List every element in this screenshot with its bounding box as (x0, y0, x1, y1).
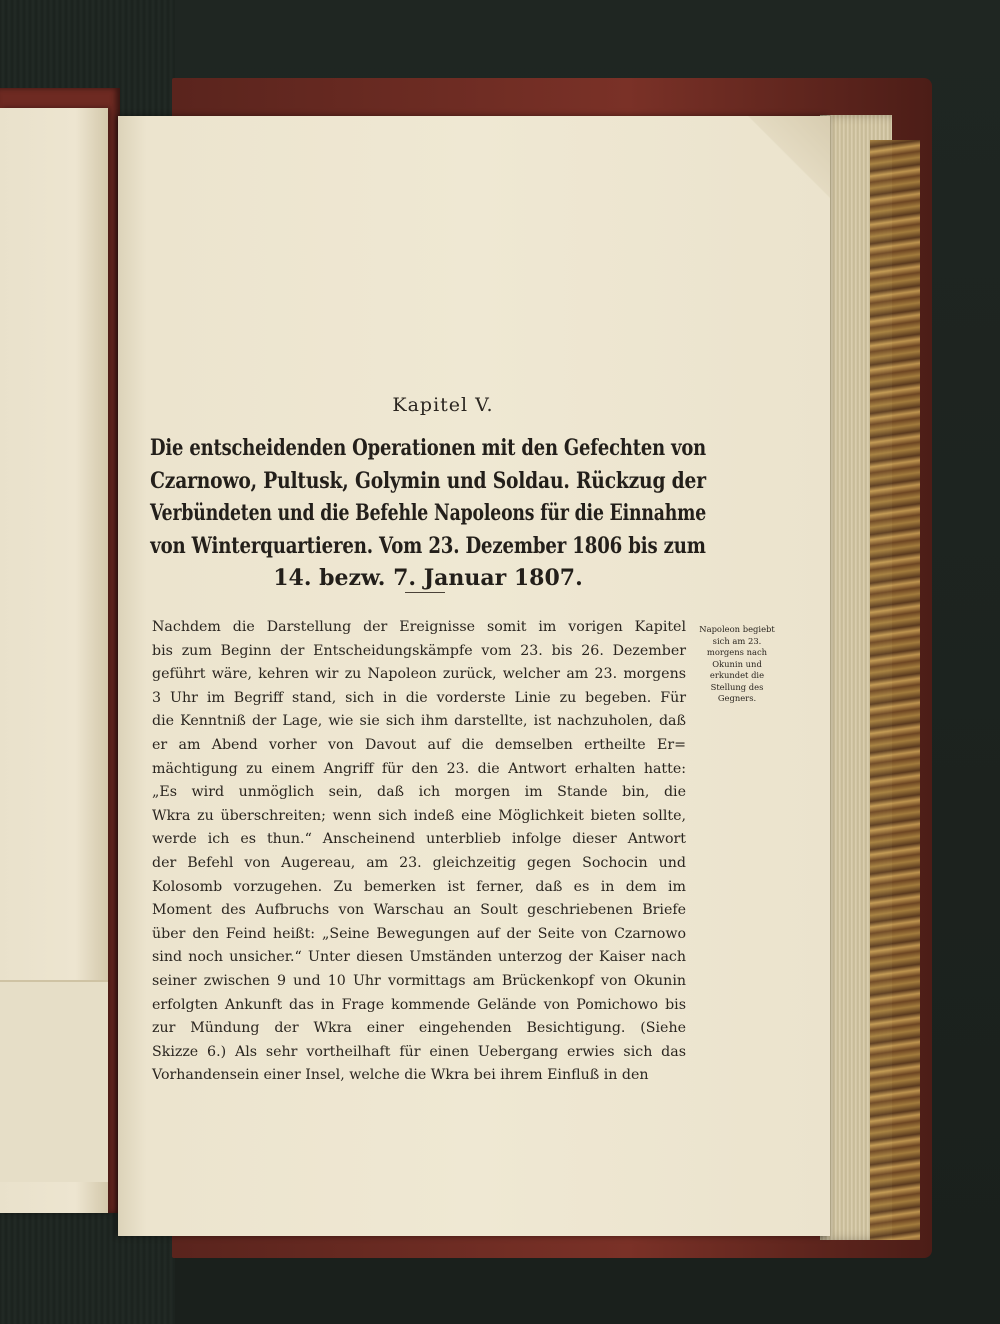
page-corner-fold (740, 116, 830, 206)
body-line: bis zum Beginn der Entscheidungskämpfe vom 23. bis 26. Dezember (152, 642, 686, 659)
body-line: Moment des Aufbruchs von Warschau an Soult geschriebenen Briefe (152, 902, 686, 919)
left-page-fold (0, 980, 108, 1182)
divider-rule (405, 592, 445, 593)
margin-note (692, 624, 782, 705)
body-line: Nachdem die Darstellung der Ereignisse somit im vorigen Kapitel (152, 619, 686, 635)
body-line: zur Mündung der Wkra einer eingehenden Besichtigung. (Siehe (152, 1020, 686, 1037)
body-line: erfolgten Ankunft das in Frage kommende Gelände von Pomichowo bis (152, 996, 686, 1013)
body-line: geführt wäre, kehren wir zu Napoleon zurück, welcher am 23. morgens (152, 666, 686, 683)
body-line: Skizze 6.) Als sehr vortheilhaft für einen Uebergang erwies sich das (152, 1043, 686, 1060)
margin-note-line: morgens nach (706, 647, 768, 657)
body-line: mächtigung zu einem Angriff für den 23. die Antwort erhalten hatte: (152, 760, 686, 777)
title-line: Verbündeten und die Befehle Napoleons für die Einnahme (150, 500, 707, 526)
body-line: über den Feind heißt: „Seine Bewegungen auf der Seite von Czarnowo (152, 925, 686, 942)
body-line: Kolosomb vorzugehen. Zu bemerken ist ferner, daß es in dem im (152, 878, 686, 895)
title-line: 14. bezw. 7. Januar 1807. (273, 565, 583, 591)
body-line: 3 Uhr im Begriff stand, sich in die vorderste Linie zu begeben. Für (152, 689, 686, 706)
body-text (152, 616, 686, 1088)
margin-note-line: Okunin und (712, 658, 762, 669)
margin-note-line: Napoleon begiebt (699, 624, 775, 634)
chapter-title (150, 432, 706, 595)
body-line: Wkra zu überschreiten; wenn sich indeß eine Möglichkeit bieten sollte, (152, 807, 686, 824)
body-line: der Befehl von Augereau, am 23. gleichzeitig gegen Sochocin und (152, 854, 686, 871)
body-line: seiner zwischen 9 und 10 Uhr vormittags am Brückenkopf von Okunin (152, 972, 686, 989)
body-line: sind noch unsicher.“ Unter diesen Umständen unterzog der Kaiser nach (152, 949, 686, 966)
margin-note-line: Gegners. (717, 693, 757, 703)
body-line: er am Abend vorher von Davout auf die demselben ertheilte Er= (152, 736, 686, 753)
body-line: Vorhandensein einer Insel, welche die Wkra bei ihrem Einfluß in den (152, 1067, 649, 1084)
marbled-edge (870, 140, 920, 1240)
body-line: werde ich es thun.“ Anscheinend unterblieb infolge dieser Antwort (152, 831, 686, 848)
body-line: die Kenntniß der Lage, wie sie sich ihm darstellte, ist nachzuholen, daß (152, 713, 686, 730)
title-line: Czarnowo, Pultusk, Golymin und Soldau. Rückzug der (150, 467, 706, 494)
margin-note-line: Stellung des (710, 681, 764, 692)
title-line: Die entscheidenden Operationen mit den Gefechten von (150, 435, 707, 461)
title-line: von Winterquartieren. Vom 23. Dezember 1806 bis zum (150, 532, 706, 559)
margin-note-line: sich am 23. (712, 635, 762, 646)
body-line: „Es wird unmöglich sein, daß ich morgen im Stande bin, die (152, 784, 686, 801)
margin-note-line: erkundet die (709, 670, 765, 680)
chapter-heading: Kapitel V. (392, 394, 494, 416)
